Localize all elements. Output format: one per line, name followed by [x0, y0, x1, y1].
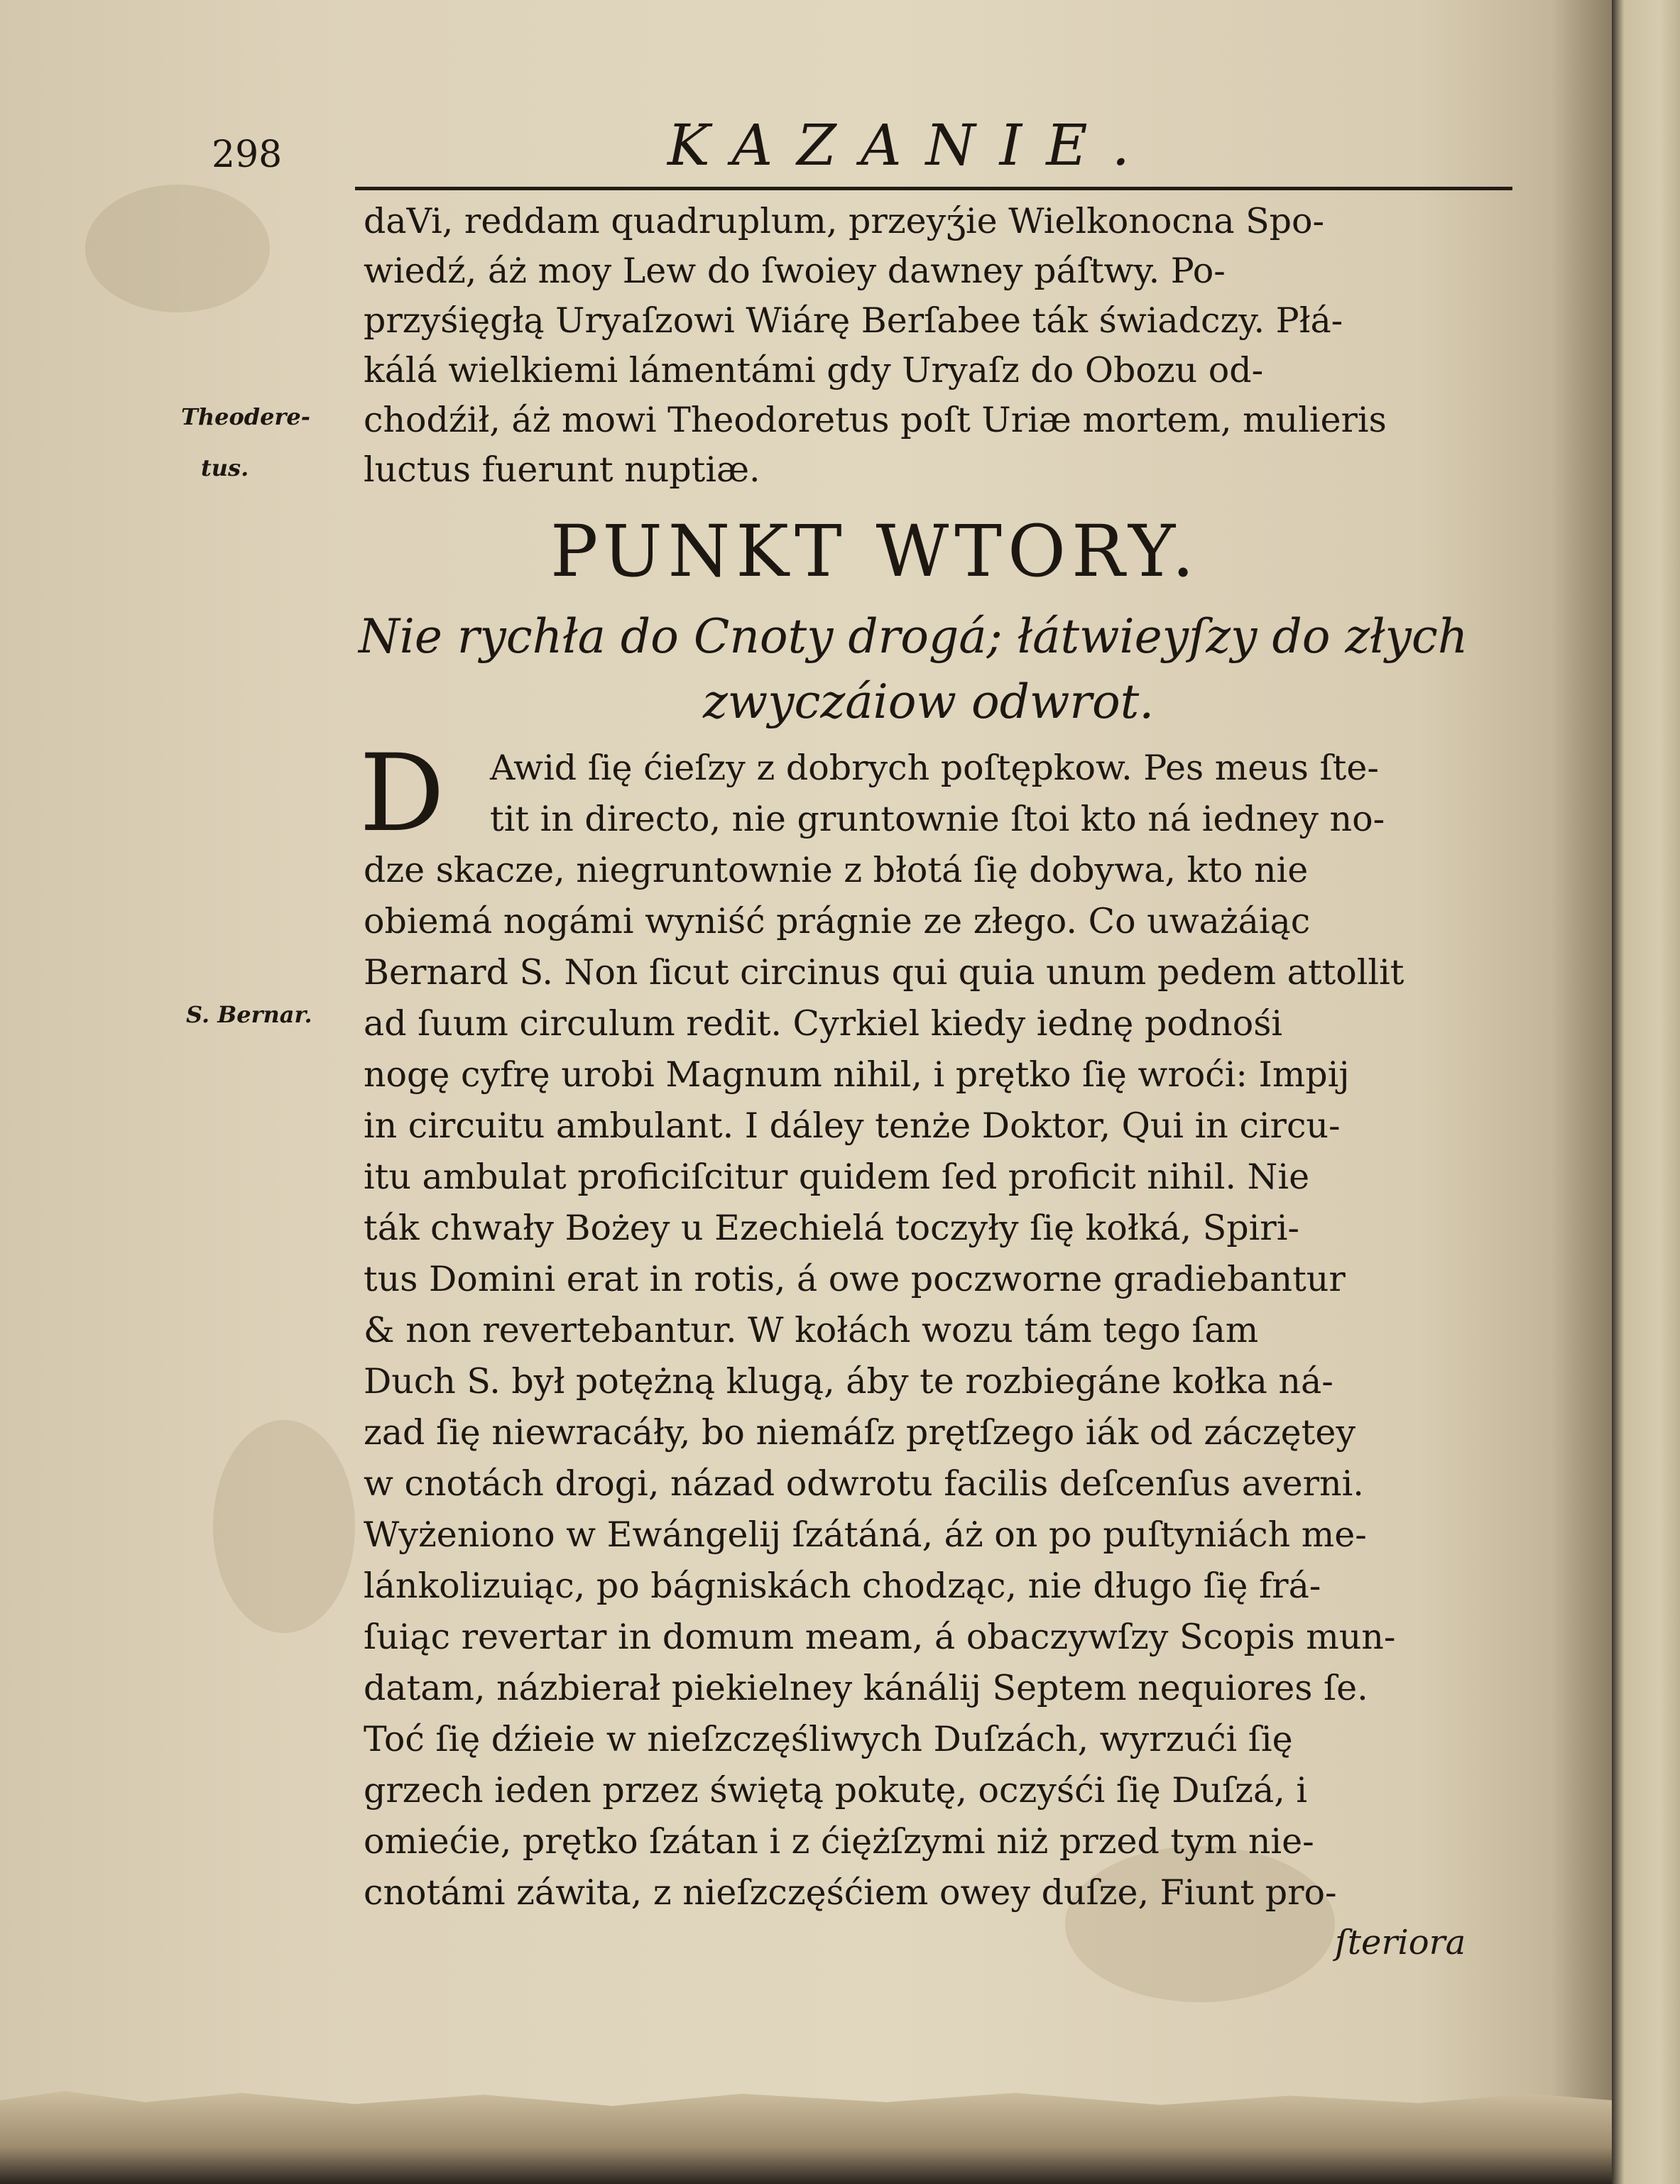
text-line: & non revertebantur. W kołách wozu tám tego ſam — [364, 1310, 1259, 1350]
text-line: Wyżeniono w Ewángelij ſzátáná, áż on po puſtyniách me- — [364, 1514, 1367, 1555]
text-line: Bernard S. Non ſicut circinus qui quia unum pedem attollit — [364, 952, 1404, 993]
text-line: zad ſię niewracáły, bo niemáſz prętſzego iák od záczętey — [364, 1412, 1356, 1453]
text-line: Awid ſię ćieſzy z dobrych poſtępkow. Pes meus ſte- — [490, 748, 1379, 788]
text-line: ad ſuum circulum redit. Cyrkiel kiedy iednę podnośi — [364, 1003, 1283, 1044]
text-line: obiemá nogámi wyniść prágnie ze złego. Co uważáiąc — [364, 901, 1311, 941]
text-line: ſuiąc revertar in domum meam, á obaczywſzy Scopis mun- — [364, 1617, 1396, 1657]
text-line: grzech ieden przez świętą pokutę, oczyśći ſię Duſzá, i — [364, 1770, 1308, 1811]
text-line: tus Domini erat in rotis, á owe poczworne gradiebantur — [364, 1259, 1346, 1299]
adjacent-page-edge — [1612, 0, 1680, 2184]
text-line: luctus fuerunt nuptiæ. — [364, 449, 760, 490]
paper-stain — [213, 1420, 355, 1633]
text-line: dze skacze, niegruntownie z błotá ſię dobywa, kto nie — [364, 850, 1309, 890]
text-line: kálá wielkiemi lámentámi gdy Uryaſz do Obozu od- — [364, 350, 1264, 391]
text-line: itu ambulat proficiſcitur quidem ſed proficit nihil. Nie — [364, 1157, 1310, 1197]
text-line: w cnotách drogi, názad odwrotu facilis deſcenſus averni. — [364, 1463, 1364, 1504]
header-rule — [355, 187, 1512, 190]
text-line: Toć ſię dźieie w nieſzczęśliwych Duſzách, wyrzući ſię — [364, 1719, 1293, 1759]
text-line: lánkolizuiąc, po bágniskách chodząc, nie długo ſię frá- — [364, 1566, 1321, 1606]
text-line: datam, názbierał piekielney kánálij Septem nequiores ſe. — [364, 1668, 1368, 1708]
text-line: cnotámi záwita, z nieſzczęśćiem owey duſze, Fiunt pro- — [364, 1872, 1337, 1913]
margin-note-bernard: S. Bernar. — [186, 1001, 312, 1028]
text-line: daVi, reddam quadruplum, przeyʒ́ie Wielkonocna Spo- — [364, 201, 1325, 241]
torn-page-edge — [0, 2091, 1612, 2184]
text-line: tit in directo, nie gruntownie ſtoi kto ná iedney no- — [490, 799, 1385, 839]
text-line: nogę cyfrę urobi Magnum nihil, i prętko ſię wroći: Impij — [364, 1054, 1350, 1095]
paper-stain — [85, 185, 270, 312]
paper-stain — [1065, 1846, 1335, 2002]
text-line: ták chwały Bożey u Ezechielá toczyły ſię kołká, Spiri- — [364, 1208, 1299, 1248]
margin-note-theodoretus-2: tus. — [201, 454, 249, 481]
margin-note-theodoretus-1: Theodere- — [181, 403, 311, 430]
drop-cap: D — [359, 732, 445, 856]
section-heading: PUNKT WTORY. — [550, 510, 1201, 593]
text-line: omiećie, prętko ſzátan i z ćiężſzymi niż przed tym nie- — [364, 1821, 1314, 1862]
page-number: 298 — [212, 133, 283, 176]
text-line: przyśięgłą Uryaſzowi Wiárę Berſabee ták świadczy. Płá- — [364, 300, 1343, 341]
text-line: Duch S. był potężną klugą, áby te rozbiegáne kołka ná- — [364, 1361, 1333, 1402]
text-line: wiedź, áż moy Lew do ſwoiey dawney páſtwy. Po- — [364, 251, 1226, 291]
text-line: chodźił, áż mowi Theodoretus poſt Uriæ mortem, mulieris — [364, 400, 1387, 440]
catchword: ſteriora — [1335, 1923, 1466, 1962]
text-line: in circuitu ambulant. I dáley tenże Doktor, Qui in circu- — [364, 1105, 1341, 1146]
section-subheading-line-2: zwyczáiow odwrot. — [703, 675, 1155, 729]
spine-shadow — [1551, 0, 1612, 2184]
running-title: KAZANIE. — [667, 112, 1155, 178]
section-subheading-line-1: Nie rychła do Cnoty drogá; łátwieyſzy do złych — [359, 609, 1468, 664]
